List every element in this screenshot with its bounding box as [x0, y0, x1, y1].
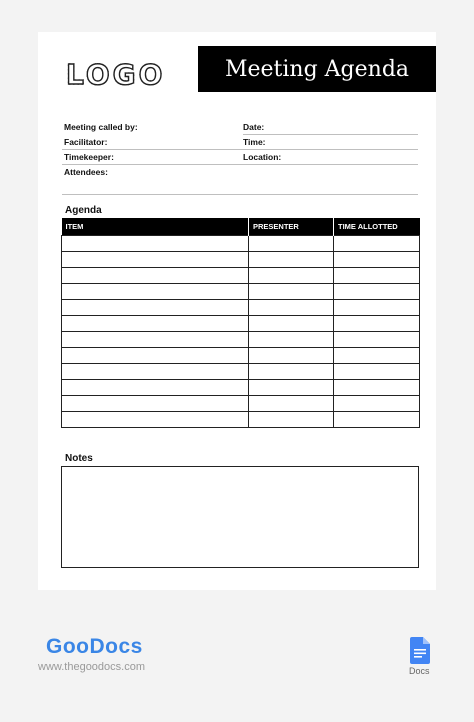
date-label: Date: [243, 122, 265, 132]
meta-row [62, 165, 418, 180]
time-allotted-column-header: TIME ALLOTTED [334, 218, 420, 235]
google-docs-icon [410, 637, 430, 664]
time-allotted-cell[interactable] [334, 347, 420, 363]
logo-placeholder: LOGO [66, 58, 166, 91]
time-allotted-cell[interactable] [334, 251, 420, 267]
time-allotted-cell[interactable] [334, 299, 420, 315]
presenter-cell[interactable] [249, 411, 334, 427]
presenter-cell[interactable] [249, 347, 334, 363]
presenter-cell[interactable] [249, 315, 334, 331]
table-row [62, 283, 420, 299]
item-cell[interactable] [62, 251, 249, 267]
meta-row [62, 135, 418, 150]
meta-row [62, 150, 418, 165]
time-allotted-cell[interactable] [334, 315, 420, 331]
item-cell[interactable] [62, 235, 249, 251]
agenda-header-row [62, 218, 420, 235]
table-row [62, 299, 420, 315]
meta-row [62, 120, 418, 135]
presenter-cell[interactable] [249, 395, 334, 411]
notes-box[interactable] [61, 466, 419, 568]
notes-heading: Notes [65, 453, 93, 464]
table-row [62, 251, 420, 267]
title-bar [198, 46, 436, 92]
time-allotted-cell[interactable] [334, 331, 420, 347]
presenter-cell[interactable] [249, 331, 334, 347]
table-row [62, 267, 420, 283]
time-allotted-cell[interactable] [334, 379, 420, 395]
presenter-cell[interactable] [249, 379, 334, 395]
facilitator-label: Facilitator: [64, 137, 108, 147]
table-row [62, 379, 420, 395]
item-cell[interactable] [62, 379, 249, 395]
time-allotted-cell[interactable] [334, 283, 420, 299]
time-allotted-cell[interactable] [334, 395, 420, 411]
item-cell[interactable] [62, 411, 249, 427]
time-label: Time: [243, 137, 266, 147]
presenter-cell[interactable] [249, 299, 334, 315]
agenda-body [62, 235, 420, 427]
time-allotted-cell[interactable] [334, 235, 420, 251]
table-row [62, 331, 420, 347]
item-cell[interactable] [62, 347, 249, 363]
item-cell[interactable] [62, 315, 249, 331]
item-column-header: ITEM [62, 218, 249, 235]
time-allotted-cell[interactable] [334, 267, 420, 283]
presenter-cell[interactable] [249, 283, 334, 299]
docs-label: Docs [409, 666, 430, 676]
time-allotted-cell[interactable] [334, 363, 420, 379]
item-cell[interactable] [62, 331, 249, 347]
table-row [62, 395, 420, 411]
agenda-heading: Agenda [65, 205, 102, 216]
presenter-cell[interactable] [249, 235, 334, 251]
agenda-table [61, 218, 420, 428]
item-cell[interactable] [62, 283, 249, 299]
table-row [62, 411, 420, 427]
time-allotted-cell[interactable] [334, 411, 420, 427]
item-cell[interactable] [62, 363, 249, 379]
item-cell[interactable] [62, 395, 249, 411]
brand-url: www.thegoodocs.com [38, 661, 145, 673]
item-cell[interactable] [62, 267, 249, 283]
presenter-cell[interactable] [249, 363, 334, 379]
called-by-label: Meeting called by: [64, 122, 138, 132]
attendees-label: Attendees: [64, 167, 108, 177]
meeting-details [62, 120, 418, 180]
page-title: Meeting Agenda [224, 56, 410, 82]
presenter-cell[interactable] [249, 251, 334, 267]
timekeeper-label: Timekeeper: [64, 152, 114, 162]
table-row [62, 347, 420, 363]
table-row [62, 363, 420, 379]
attendees-line [62, 194, 418, 195]
table-row [62, 235, 420, 251]
presenter-cell[interactable] [249, 267, 334, 283]
item-cell[interactable] [62, 299, 249, 315]
presenter-column-header: PRESENTER [249, 218, 334, 235]
document-page [38, 32, 436, 590]
table-row [62, 315, 420, 331]
location-label: Location: [243, 152, 282, 162]
goodocs-brand: GooDocs [46, 635, 143, 658]
